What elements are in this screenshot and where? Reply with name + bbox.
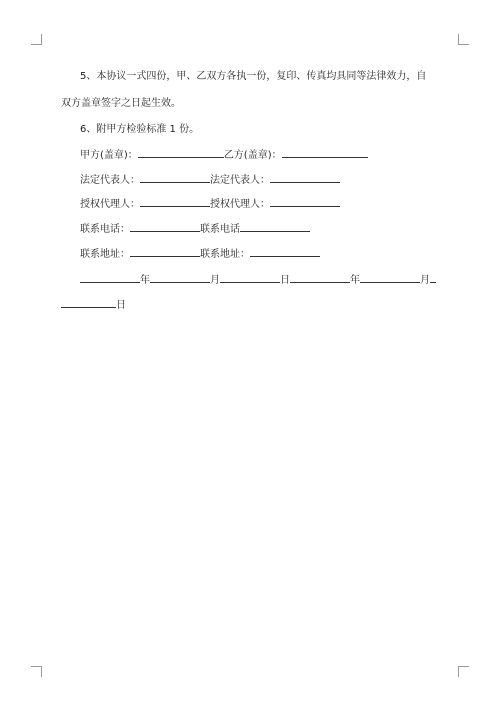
- party-b-agent-blank: [270, 196, 340, 207]
- party-b-day-label: 日: [116, 300, 126, 311]
- clause-6: 6、附甲方检验标准 1 份。: [80, 124, 200, 135]
- date-row: [80, 272, 436, 288]
- party-a-year-label: 年: [140, 275, 150, 286]
- party-b-month-blank: [360, 272, 420, 283]
- crop-mark-top-right: [458, 34, 469, 45]
- clause-5-line-2: 双方盖章签字之日起生效。: [61, 98, 181, 109]
- party-a-day-label: 日: [280, 275, 290, 286]
- contact-phone-row: [80, 221, 310, 237]
- party-b-seal-blank: [282, 147, 368, 158]
- party-b-address-label: 联系地址：: [200, 249, 250, 260]
- legal-rep-row: [80, 172, 340, 188]
- party-a-agent-blank: [140, 196, 210, 207]
- party-b-legal-rep-blank: [270, 172, 340, 183]
- party-a-seal-blank: [138, 147, 224, 158]
- crop-mark-top-left: [31, 34, 42, 45]
- party-b-agent-label: 授权代理人：: [210, 199, 270, 210]
- party-a-day-blank: [220, 272, 280, 283]
- party-a-month-label: 月: [210, 275, 220, 286]
- date-row-continued: [61, 297, 126, 313]
- party-a-legal-rep-label: 法定代表人：: [80, 175, 140, 186]
- crop-mark-bottom-left: [31, 666, 42, 677]
- party-a-phone-label: 联系电话：: [80, 224, 130, 235]
- party-b-day-blank: [61, 297, 116, 308]
- party-a-legal-rep-blank: [140, 172, 210, 183]
- party-a-agent-label: 授权代理人：: [80, 199, 140, 210]
- clause-5-line-1: 5、本协议一式四份，甲、乙双方各执一份，复印、传真均具同等法律效力，自: [80, 71, 427, 82]
- party-b-legal-rep-label: 法定代表人：: [210, 175, 270, 186]
- party-b-address-blank: [250, 246, 320, 257]
- party-a-year-blank: [80, 272, 140, 283]
- party-b-year-label: 年: [350, 275, 360, 286]
- party-b-month-label: 月: [420, 275, 430, 286]
- contact-address-row: [80, 246, 320, 262]
- party-b-phone-label: 联系电话: [200, 224, 240, 235]
- authorized-agent-row: [80, 196, 340, 212]
- party-b-seal-label: 乙方(盖章)：: [223, 150, 282, 161]
- party-b-year-blank: [290, 272, 350, 283]
- party-a-seal-label: 甲方(盖章)：: [80, 150, 138, 161]
- party-b-day-blank-start: [430, 272, 436, 283]
- party-b-phone-blank: [240, 221, 310, 232]
- crop-mark-bottom-right: [458, 666, 469, 677]
- party-a-month-blank: [150, 272, 210, 283]
- seal-row: [80, 147, 368, 163]
- party-a-address-label: 联系地址：: [80, 249, 130, 260]
- party-a-phone-blank: [130, 221, 200, 232]
- party-a-address-blank: [130, 246, 200, 257]
